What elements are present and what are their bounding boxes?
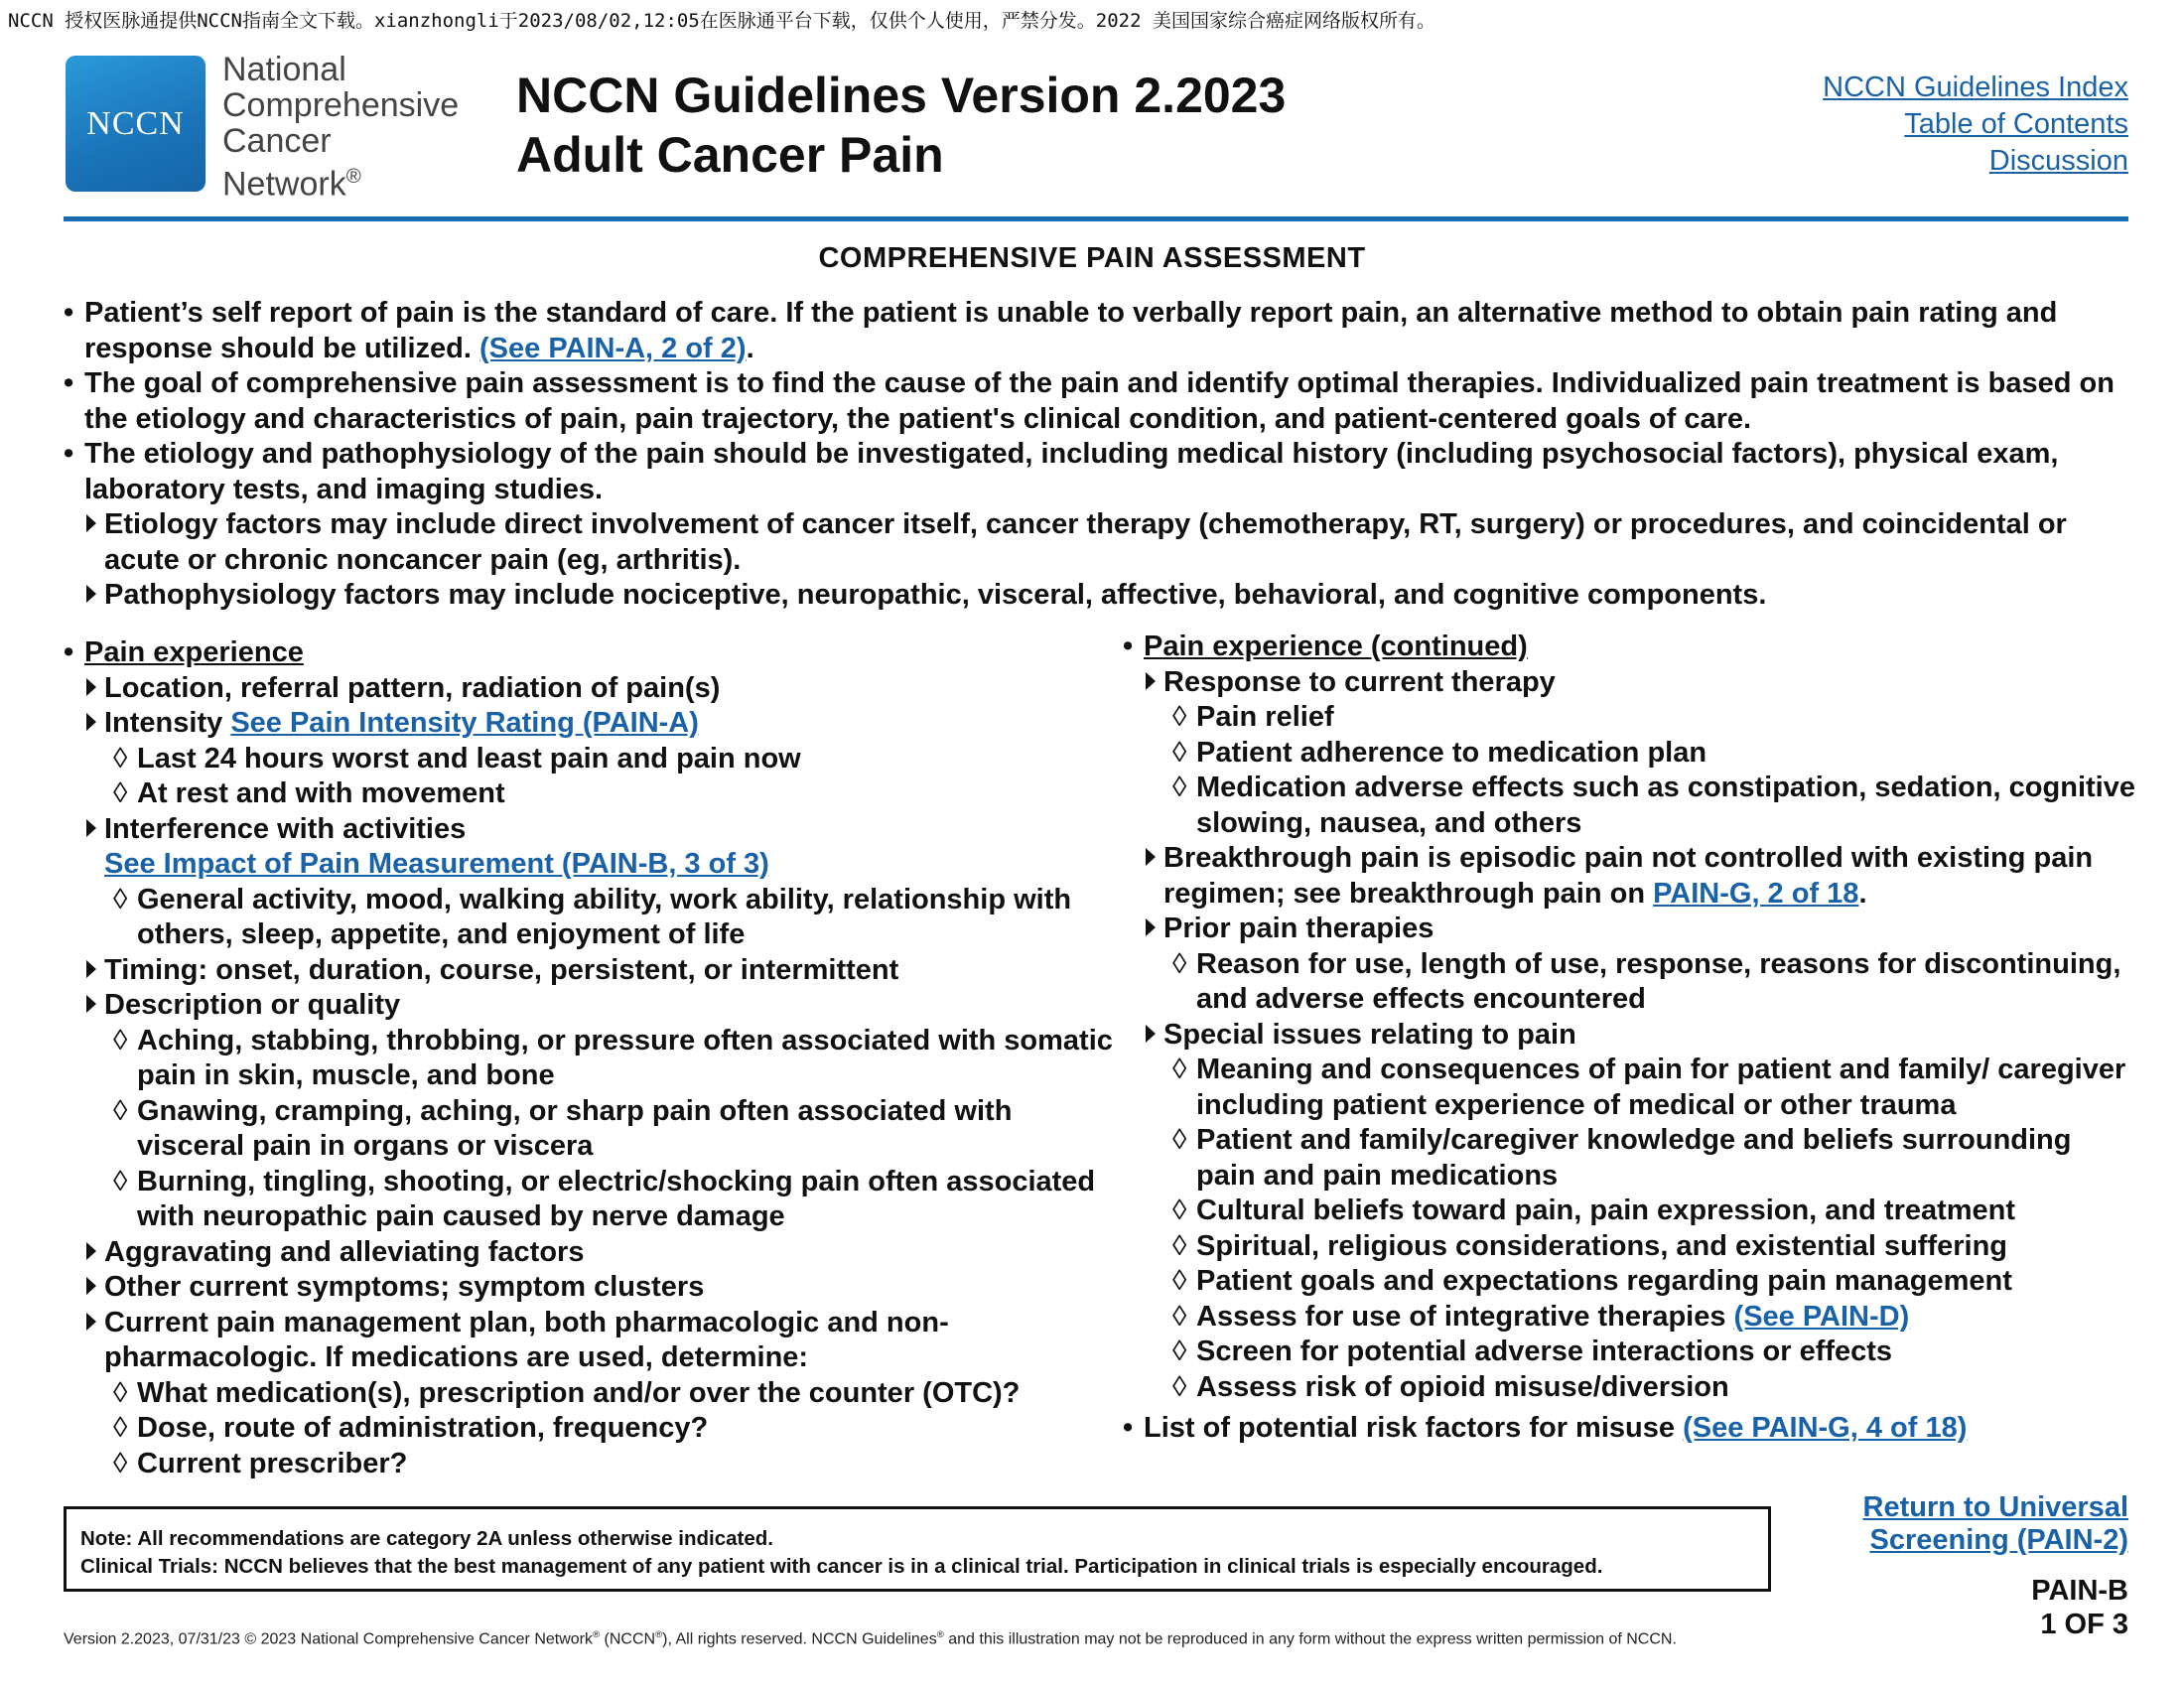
pain-intensity-rating-link[interactable]: See Pain Intensity Rating (PAIN-A)	[230, 707, 699, 739]
impact-of-pain-measurement-link[interactable]: See Impact of Pain Measurement (PAIN-B, 3 of 3)	[104, 848, 769, 880]
pain-d-link[interactable]: (See PAIN-D)	[1733, 1300, 1910, 1333]
diamond-bullet-icon: ◊	[1172, 736, 1187, 769]
diamond-bullet-icon: ◊	[1172, 1336, 1187, 1367]
special-issues-subitem: ◊ Patient and family/caregiver knowledge and beliefs surrounding pain and pain medications	[1172, 1124, 2072, 1192]
registered-mark: ®	[655, 1629, 663, 1640]
special-issues-subitem: ◊ Cultural beliefs toward pain, pain expression, and treatment	[1123, 1194, 2135, 1229]
special-issues-subitem: ◊ Spiritual, religious considerations, and existential suffering	[1123, 1229, 2135, 1265]
return-to-screening-link[interactable]	[1863, 1491, 2129, 1557]
pain-g-4-link[interactable]: (See PAIN-G, 4 of 18)	[1683, 1412, 1968, 1444]
intensity-item: Intensity See Pain Intensity Rating (PAIN-A)	[64, 706, 1116, 742]
pain-g-2-link[interactable]: PAIN-G, 2 of 18	[1653, 877, 1859, 910]
risk-factors-item: • List of potential risk factors for misuse (See PAIN-G, 4 of 18)	[1123, 1411, 2135, 1447]
current-plan-item: Current pain management plan, both pharmacologic and non-pharmacologic. If medications are used, determine:	[64, 1306, 1116, 1376]
bullet-marker: •	[64, 636, 74, 668]
prior-therapies-subitem: ◊ Reason for use, length of use, response, reasons for discontinuing, and adverse effects encountered	[1172, 947, 2121, 1015]
interference-subitem: ◊ General activity, mood, walking ability, work ability, relationship with others, sleep, appetite, and enjoyment of life	[113, 883, 1072, 950]
return-link-line[interactable]: Screening (PAIN-2)	[1869, 1524, 2128, 1556]
copyright-footer: Version 2.2023, 07/31/23 © 2023 National Comprehensive Cancer Network® (NCCN®), All rights reserved. NCCN Guidelines® and this illustration may not be reproduced in any form without the express written permission of NCCN.	[64, 1629, 1677, 1648]
current-plan-subitem: ◊ Current prescriber?	[64, 1447, 1116, 1482]
header-divider	[64, 216, 2128, 221]
pathophysiology-factors-item: Pathophysiology factors may include nociceptive, neuropathic, visceral, affective, behavioral, and cognitive components.	[64, 578, 2128, 614]
triangle-bullet-icon	[86, 1306, 96, 1341]
triangle-bullet-icon	[86, 706, 96, 742]
diamond-bullet-icon: ◊	[1172, 1300, 1187, 1333]
download-watermark: NCCN 授权医脉通提供NCCN指南全文下载。xianzhongli于2023/08/02,12:05在医脉通平台下载，仅供个人使用，严禁分发。2022 美国国家综合癌症网络版权所有。	[8, 10, 1436, 32]
current-plan-subitem: ◊ What medication(s), prescription and/or over the counter (OTC)?	[64, 1376, 1116, 1412]
special-issues-subitem: ◊ Assess risk of opioid misuse/diversion	[1123, 1370, 2135, 1406]
intro-bullet-goal: • The goal of comprehensive pain assessment is to find the cause of the pain and identify optimal therapies. Individualized pain treatment is based on the etiology and characteristics of pain, pain trajectory, the patient's clinical condition, and patient-centered goals of care.	[64, 367, 2115, 435]
diamond-bullet-icon: ◊	[113, 742, 128, 774]
response-subitem: ◊ Pain relief	[1123, 700, 2135, 736]
description-item: Description or quality	[64, 988, 1116, 1024]
triangle-bullet-icon	[1146, 912, 1156, 947]
diamond-bullet-icon: ◊	[1172, 1265, 1187, 1297]
intro-bullets	[64, 296, 2128, 614]
diamond-bullet-icon: ◊	[1172, 701, 1187, 733]
diamond-bullet-icon: ◊	[1172, 772, 1187, 803]
nccn-logo[interactable]	[66, 56, 205, 192]
org-line: National	[222, 51, 346, 88]
other-symptoms-item: Other current symptoms; symptom clusters	[64, 1270, 1116, 1306]
registered-mark: ®	[593, 1629, 601, 1640]
prior-therapies-item: Prior pain therapies	[1123, 912, 2135, 947]
category-note: Note: All recommendations are category 2A unless otherwise indicated.	[80, 1527, 773, 1550]
guideline-version-title: NCCN Guidelines Version 2.2023	[516, 68, 1287, 123]
section-title: COMPREHENSIVE PAIN ASSESSMENT	[818, 242, 1366, 274]
diamond-bullet-icon: ◊	[1172, 1054, 1187, 1085]
intensity-subitem: ◊ Last 24 hours worst and least pain and pain now	[64, 742, 1116, 777]
bullet-marker: •	[64, 367, 74, 399]
current-plan-subitem: ◊ Dose, route of administration, frequency?	[64, 1411, 1116, 1447]
discussion-link[interactable]: Discussion	[1988, 145, 2128, 177]
diamond-bullet-icon: ◊	[113, 1376, 128, 1409]
location-item: Location, referral pattern, radiation of pain(s)	[64, 671, 1116, 707]
diamond-bullet-icon: ◊	[1172, 1370, 1187, 1403]
description-subitem: ◊ Burning, tingling, shooting, or electric/shocking pain often associated with neuropathic pain caused by nerve damage	[113, 1165, 1096, 1232]
guidelines-index-link[interactable]: NCCN Guidelines Index	[1823, 71, 2128, 103]
special-issues-subitem: ◊ Patient goals and expectations regarding pain management	[1123, 1264, 2135, 1300]
diamond-bullet-icon: ◊	[113, 1094, 128, 1127]
special-issues-subitem: ◊ Meaning and consequences of pain for patient and family/ caregiver including patient experience of medical or other trauma	[1172, 1054, 2126, 1121]
diamond-bullet-icon: ◊	[113, 883, 128, 915]
bullet-marker: •	[64, 438, 74, 470]
diamond-bullet-icon: ◊	[113, 777, 128, 809]
document-title	[516, 66, 1286, 185]
triangle-bullet-icon	[1146, 841, 1156, 877]
bullet-marker: •	[1123, 631, 1134, 662]
page-number: 1 OF 3	[2040, 1609, 2128, 1640]
diamond-bullet-icon: ◊	[113, 1447, 128, 1479]
triangle-bullet-icon	[86, 953, 96, 989]
diamond-bullet-icon: ◊	[1172, 1229, 1187, 1262]
header-nav-links	[1823, 70, 2128, 180]
bullet-marker: •	[64, 297, 74, 329]
triangle-bullet-icon	[86, 671, 96, 707]
pain-experience-continued-column	[1123, 630, 2135, 1447]
registered-mark: ®	[345, 166, 361, 188]
interference-item: Interference with activities See Impact of Pain Measurement (PAIN-B, 3 of 3)	[64, 812, 1116, 883]
guideline-topic-title: Adult Cancer Pain	[516, 127, 944, 183]
breakthrough-pain-item: Breakthrough pain is episodic pain not controlled with existing pain regimen; see breakthrough pain on PAIN-G, 2 of 18.	[1123, 841, 2135, 912]
bullet-marker: •	[1123, 1412, 1134, 1444]
special-issues-subitem: ◊ Assess for use of integrative therapies (See PAIN-D)	[1123, 1300, 2135, 1336]
return-link-line[interactable]: Return to Universal	[1862, 1491, 2128, 1523]
triangle-bullet-icon	[86, 812, 96, 848]
etiology-factors-item: Etiology factors may include direct involvement of cancer itself, cancer therapy (chemotherapy, RT, surgery) or procedures, and coincidental or acute or chronic noncancer pain (eg, arthritis).	[64, 507, 2128, 578]
response-subitem: ◊ Patient adherence to medication plan	[1123, 736, 2135, 772]
timing-item: Timing: onset, duration, course, persistent, or intermittent	[64, 953, 1116, 989]
special-issues-subitem: ◊ Screen for potential adverse interactions or effects	[1123, 1335, 2135, 1370]
description-subitem: ◊ Aching, stabbing, throbbing, or pressure often associated with somatic pain in skin, muscle, and bone	[113, 1024, 1113, 1091]
aggravating-item: Aggravating and alleviating factors	[64, 1235, 1116, 1271]
logo-text: NCCN	[86, 104, 185, 142]
diamond-bullet-icon: ◊	[113, 1024, 128, 1056]
diamond-bullet-icon: ◊	[113, 1165, 128, 1197]
triangle-bullet-icon	[86, 1235, 96, 1271]
intro-bullet-self-report: • Patient’s self report of pain is the standard of care. If the patient is unable to verbally report pain, an alternative method to obtain pain rating and response should be utilized. (See PAIN-A, 2 of 2).	[64, 297, 2058, 364]
triangle-bullet-icon	[1146, 665, 1156, 701]
registered-mark: ®	[936, 1629, 944, 1640]
response-item: Response to current therapy	[1123, 665, 2135, 701]
pain-experience-heading: • Pain experience	[64, 635, 1116, 671]
organization-name	[222, 52, 459, 202]
org-line: Comprehensive	[222, 86, 460, 124]
description-subitem: ◊ Gnawing, cramping, aching, or sharp pain often associated with visceral pain in organs or viscera	[113, 1094, 1013, 1162]
diamond-bullet-icon: ◊	[113, 1412, 128, 1444]
page-code: PAIN-B	[2031, 1575, 2128, 1607]
special-issues-item: Special issues relating to pain	[1123, 1018, 2135, 1054]
page-identifier	[2031, 1574, 2128, 1641]
triangle-bullet-icon	[86, 507, 96, 543]
triangle-bullet-icon	[86, 988, 96, 1024]
pain-a-2-link[interactable]: (See PAIN-A, 2 of 2)	[479, 332, 747, 364]
org-line: Cancer	[222, 122, 332, 160]
diamond-bullet-icon: ◊	[1172, 947, 1187, 980]
diamond-bullet-icon: ◊	[1172, 1195, 1187, 1226]
diamond-bullet-icon: ◊	[1172, 1124, 1187, 1156]
org-line: Network®	[222, 165, 361, 204]
pain-experience-continued-heading: • Pain experience (continued)	[1123, 630, 2135, 665]
triangle-bullet-icon	[1146, 1018, 1156, 1054]
clinical-trials-note: Clinical Trials: NCCN believes that the best management of any patient with cancer is in a clinical trial. Participation in clinical trials is especially encouraged.	[80, 1555, 1603, 1578]
pain-experience-column	[64, 635, 1116, 1481]
table-of-contents-link[interactable]: Table of Contents	[1904, 108, 2128, 140]
response-subitem: ◊ Medication adverse effects such as constipation, sedation, cognitive slowing, nausea, and others	[1172, 772, 2135, 839]
recommendation-note-box	[64, 1506, 1771, 1592]
intro-bullet-etiology: • The etiology and pathophysiology of the pain should be investigated, including medical history (including psychosocial factors), physical exam, laboratory tests, and imaging studies.	[64, 438, 2059, 505]
intensity-subitem: ◊ At rest and with movement	[64, 776, 1116, 812]
triangle-bullet-icon	[86, 578, 96, 614]
triangle-bullet-icon	[86, 1270, 96, 1306]
